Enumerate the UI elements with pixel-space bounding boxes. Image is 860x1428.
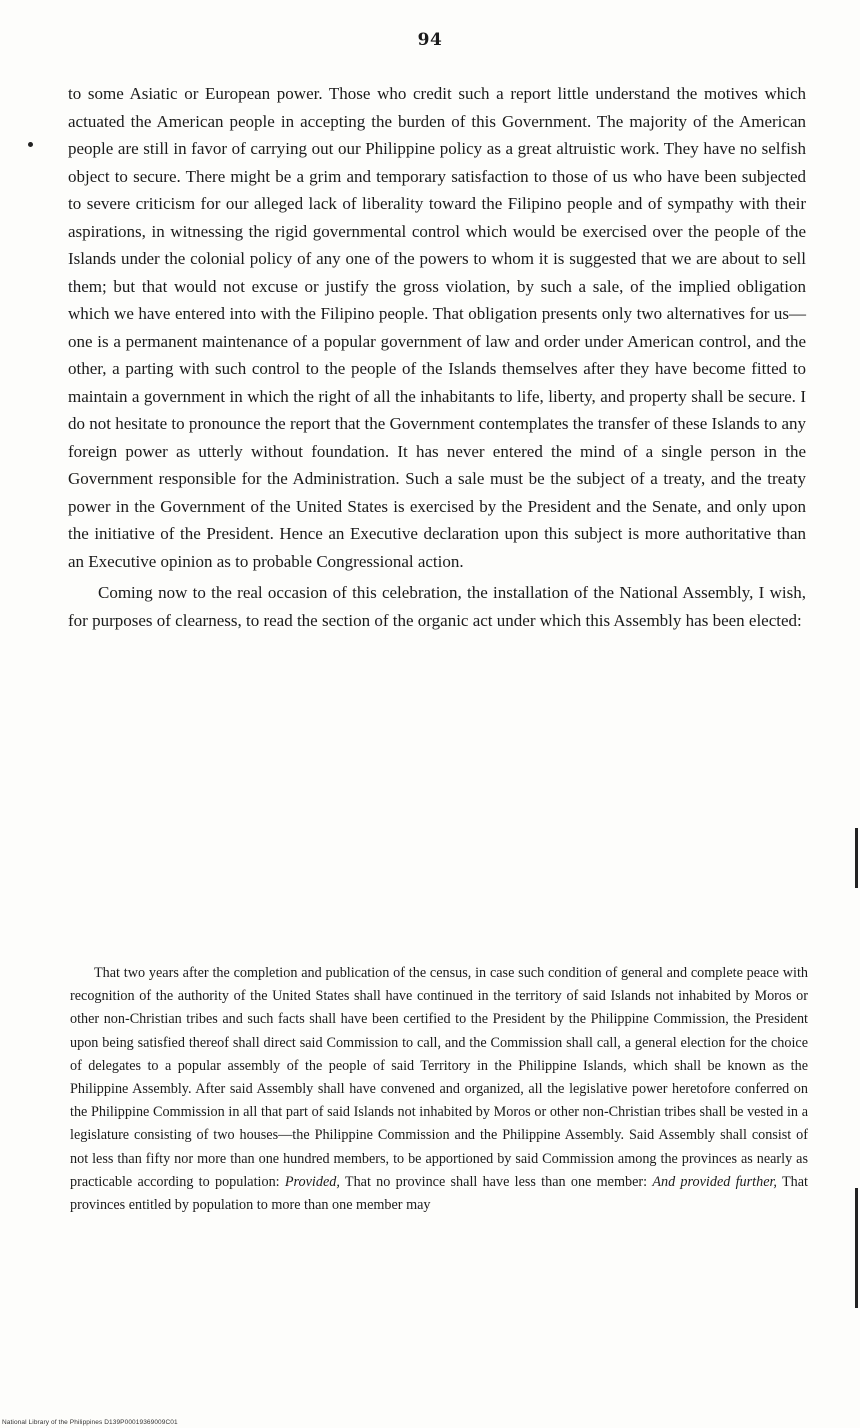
scan-edge-mark	[855, 1188, 858, 1308]
paragraph-continuation: to some Asiatic or European power. Those who credit such a report little understand the motives which actuated the American people in accepting the burden of this Government. The majority of the American people are still in favor of carrying out our Philippine policy as a great altruistic work. They have no selfish object to secure. There might be a grim and temporary satisfaction to those of us who have been subjected to severe criticism for our alleged lack of liberality toward the Filipino people and of sympathy with their aspirations, in witnessing the rigid governmental control which would be exercised over the people of the Islands under the colonial policy of any one of the powers to whom it is suggested that we are about to sell them; but that would not excuse or justify the gross violation, by such a sale, of the implied obligation which we have entered into with the Filipino people. That obligation presents only two alternatives for us—one is a permanent maintenance of a popular government of law and order under American control, and the other, a parting with such control to the people of the Islands themselves after they have become fitted to maintain a government in which the right of all the inhabitants to life, liberty, and property shall be secure. I do not hesitate to pronounce the report that the Government contemplates the transfer of these Islands to any foreign power as utterly without foundation. It has never entered the mind of a single person in the Government responsible for the Administration. Such a sale must be the subject of a treaty, and the treaty power in the Government of the United States is exercised by the President and the Senate, and only upon the initiative of the President. Hence an Executive declaration upon this subject is more authoritative than an Executive opinion as to probable Congressional action.	[68, 84, 806, 571]
main-text	[68, 80, 806, 634]
quote-text-3: That provinces entitled by population to more than one member may	[70, 1173, 808, 1214]
quote-provided: Provided,	[284, 1173, 340, 1190]
organic-act-quote	[70, 962, 808, 1217]
margin-dot	[28, 142, 33, 147]
scan-edge-mark	[855, 828, 858, 888]
paragraph-installation: Coming now to the real occasion of this celebration, the installation of the National Assembly, I wish, for purposes of clearness, to read the section of the organic act under which this Assembly has been elected:	[68, 583, 806, 630]
scan-footer: National Library of the Philippines D139P00019369009C01	[2, 1419, 178, 1426]
page-number: 94	[417, 30, 443, 50]
quote-text-1: That two years after the completion and publication of the census, in case such condition of general and complete peace with recognition of the authority of the United States shall have continued in the territory of said Islands not inhabited by Moros or other non-Christian tribes and such facts shall have been certified to the President by the Philippine Commission, the President upon being satisfied thereof shall direct said Commission to call, and the Commission shall call, a general election for the choice of delegates to a popular assembly of the people of said Territory in the Philippine Islands, which shall be known as the Philippine Assembly. After said Assembly shall have convened and organized, all the legislative power heretofore conferred on the Philippine Commission in all that part of said Islands not inhabited by Moros or other non-Christian tribes shall be vested in a legislature consisting of two houses—the Philippine Commission and the Philippine Assembly. Said Assembly shall consist of not less than fifty nor more than one hundred members, to be apportioned by said Commission among the provinces as nearly as practicable according to population:	[70, 965, 808, 1190]
quote-provided-further: And provided further,	[652, 1173, 777, 1190]
quote-text-2: That no province shall have less than one member:	[344, 1173, 648, 1190]
